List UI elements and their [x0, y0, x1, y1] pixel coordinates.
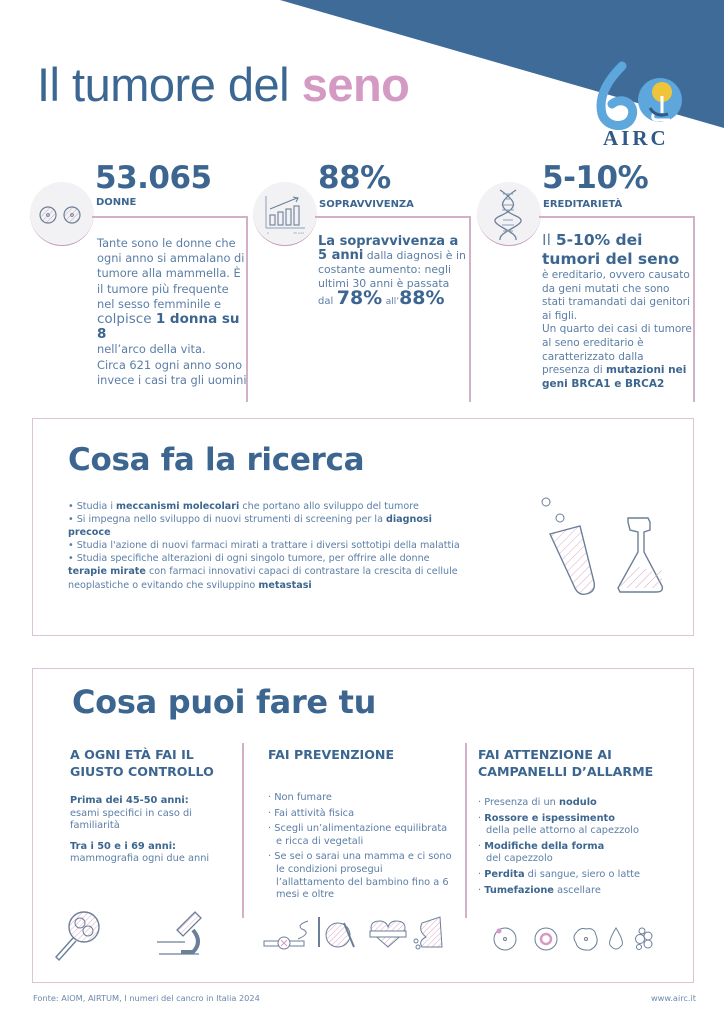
stat-value-survival: 88% — [318, 160, 391, 196]
no-smoking-icon — [264, 921, 308, 949]
highlight-1-in-8: 1 donna su 8 — [97, 311, 240, 343]
stat-label-hereditary: EREDITARIETÀ — [543, 199, 623, 210]
redness-icon — [535, 928, 557, 950]
stat-description: Tante sono le donne che ogni anno si ammalano di tumore alla mammella. È il tumore più frequente nel sesso femminile e colpisce 1 donna su 8 nell’arco della vita. Circa 621 ogni anno sono invece i casi tra gli uomini — [97, 236, 247, 387]
svg-text:0: 0 — [267, 231, 269, 235]
discharge-drop-icon — [610, 928, 623, 949]
divider — [539, 216, 694, 218]
dna-icon — [477, 182, 541, 246]
survival-to-value: 88% — [399, 287, 445, 309]
research-list — [68, 500, 468, 592]
page-title — [37, 57, 409, 112]
stat-description: La sopravvivenza a 5 anni dalla diagnosi è in costante aumento: negli ultimi 30 anni è passata dal 78% all’88% — [318, 234, 466, 309]
title-text: Il tumore del — [37, 58, 302, 111]
breast-cells-icon — [30, 182, 94, 246]
divider — [315, 216, 470, 218]
column-divider — [242, 743, 244, 918]
warning-item: · Perdita di sangue, siero o latte — [478, 868, 641, 880]
divider — [92, 216, 247, 218]
breastfeeding-icon — [414, 917, 442, 949]
prevention-item: · Fai attività fisica — [268, 807, 355, 819]
title-accent: seno — [301, 58, 410, 111]
airc-logo-text: AIRC — [603, 126, 669, 150]
magnifier-cells-icon — [50, 905, 115, 963]
research-item: • Studia l'azione di nuovi farmaci mirati a trattare i diversi sottotipi della malattia — [68, 540, 460, 552]
armpit-swelling-icon — [636, 928, 653, 950]
research-item: • Studia specifiche alterazioni di ogni singolo tumore, per offrire alle donne terapie mirate con farmaci innovativi capaci di contrastare la crescita di cellule neoplastiche o evitando che sviluppino metastasi — [68, 553, 458, 591]
survival-from-value: 78% — [336, 287, 383, 309]
prevention-item: · Non fumare — [268, 792, 332, 803]
column-heading-checkups: A OGNI ETÀ FAI IL GIUSTO CONTROLLO — [70, 747, 214, 779]
warning-signs-icons — [490, 925, 660, 953]
research-item: • Si impegna nello sviluppo di nuovi strumenti di screening per la diagnosi precoce — [68, 514, 432, 539]
divider — [693, 216, 695, 402]
plate-cutlery-icon — [319, 917, 354, 947]
stat-value-hereditary: 5-10% — [542, 160, 649, 196]
bar-chart-growth-icon — [253, 182, 317, 246]
checkup-entries: Prima dei 45-50 anni: esami specifici in caso di familiarità Tra i 50 e i 69 anni: mammografia ogni due anni — [70, 795, 210, 865]
stat-description: Il 5-10% dei tumori del seno è ereditario, ovvero causato da geni mutati che sono stati tramandati dai genitori ai figli. Un quarto dei casi di tumore al seno ereditario è caratterizzato dalla presenza di mutazioni nei geni BRCA1 e BRCA2 — [542, 231, 692, 390]
stat-value-cases: 53.065 — [95, 160, 212, 196]
warning-item: · Tumefazione ascellare — [478, 884, 601, 896]
divider — [469, 216, 471, 402]
warning-signs-list — [478, 797, 683, 900]
stat-label-survival: SOPRAVVIVENZA — [319, 199, 414, 210]
warning-item: · Rossore e ispessimento della pelle attorno al capezzolo — [478, 812, 639, 837]
source-note: Fonte: AIOM, AIRTUM, I numeri del cancro in Italia 2024 — [33, 993, 260, 1003]
lump-icon — [494, 928, 516, 950]
prevention-list — [268, 792, 453, 905]
microscope-icon — [155, 908, 210, 958]
research-item: • Studia i meccanismi molecolari che portano allo sviluppo del tumore — [68, 501, 419, 512]
warning-item: · Presenza di un nodulo — [478, 797, 597, 808]
brca-highlight: mutazioni nei geni BRCA1 e BRCA2 — [542, 364, 687, 390]
column-heading-warning-signs: FAI ATTENZIONE AI CAMPANELLI D’ALLARME — [478, 747, 654, 779]
prevention-item: · Se sei o sarai una mamma e ci sono le condizioni prosegui l’allattamento del bambino fino a 6 mesi e oltre — [268, 851, 452, 901]
actions-title: Cosa puoi fare tu — [72, 683, 377, 721]
stat-label-cases: DONNE — [96, 197, 137, 208]
stat-icon-circle — [30, 182, 94, 246]
lab-flask-test-tube-icon — [538, 490, 678, 600]
stat-icon-circle — [477, 182, 541, 246]
shape-change-icon — [574, 929, 597, 951]
heart-dumbbell-icon — [370, 921, 406, 947]
column-divider — [465, 743, 467, 918]
research-title: Cosa fa la ricerca — [68, 442, 365, 478]
stat-icon-circle — [253, 182, 317, 246]
column-heading-prevention: FAI PREVENZIONE — [268, 747, 395, 762]
warning-item: · Modifiche della forma del capezzolo — [478, 840, 605, 865]
svg-text:30 anni: 30 anni — [293, 231, 305, 235]
prevention-item: · Scegli un’alimentazione equilibrata e ricca di vegetali — [268, 823, 448, 847]
website-link[interactable]: www.airc.it — [650, 993, 696, 1003]
prevention-icons — [262, 913, 447, 953]
